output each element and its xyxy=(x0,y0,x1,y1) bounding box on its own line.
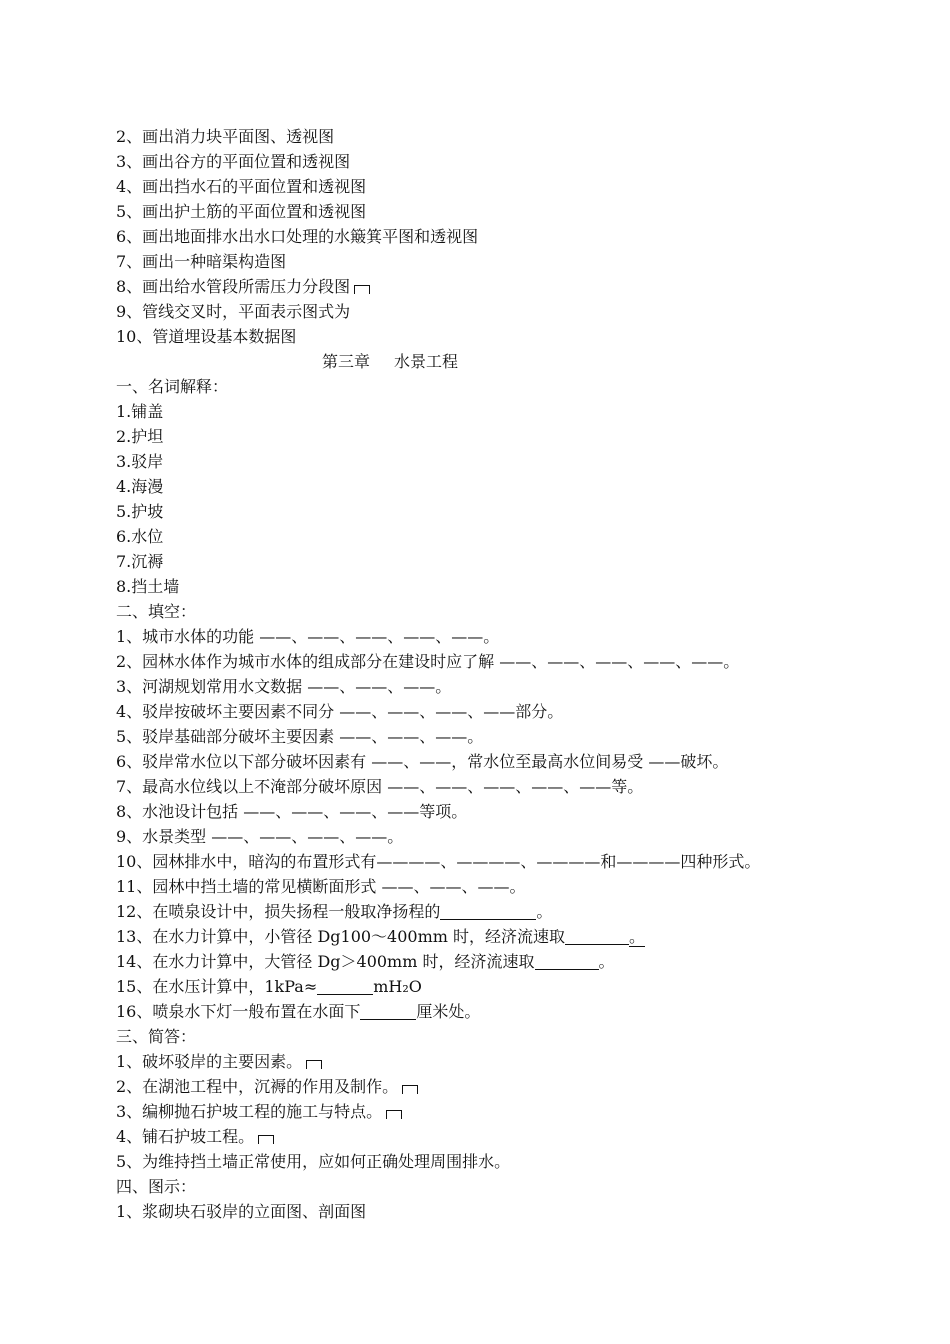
list-item: 4、画出挡水石的平面位置和透视图 xyxy=(116,177,367,196)
fill-item: 10、园林排水中，暗沟的布置形式有————、————、————和————四种形式。 xyxy=(116,852,761,871)
short-item xyxy=(116,1100,402,1124)
short-item xyxy=(116,1050,322,1074)
edit-mark-icon xyxy=(258,1135,274,1144)
fill-item: 4、驳岸按破坏主要因素不同分 ——、——、——、——部分。 xyxy=(116,702,564,721)
list-item: 7、画出一种暗渠构造图 xyxy=(116,252,287,271)
edit-mark-icon xyxy=(306,1060,322,1069)
term-item: 2.护坦 xyxy=(116,427,164,446)
fill-item xyxy=(116,950,615,974)
section-heading-drawing: 四、图示： xyxy=(116,1177,197,1196)
fill-item: 2、园林水体作为城市水体的组成部分在建设时应了解 ——、——、——、——、——。 xyxy=(116,652,740,671)
fill-item xyxy=(116,1000,480,1024)
term-item: 8.挡土墙 xyxy=(116,577,180,596)
drawing-item: 1、浆砌块石驳岸的立面图、剖面图 xyxy=(116,1202,367,1221)
list-item: 5、画出护土筋的平面位置和透视图 xyxy=(116,202,367,221)
short-item-text: 2、在湖池工程中，沉褥的作用及制作。 xyxy=(116,1077,399,1096)
answer-blank[interactable] xyxy=(535,953,599,970)
section-heading-terms: 一、名词解释： xyxy=(116,377,229,396)
fill-item-text: 15、在水压计算中，1kPa≈ xyxy=(116,977,318,996)
short-item xyxy=(116,1125,274,1149)
chapter-name: 水景工程 xyxy=(394,352,459,371)
short-item-text: 3、编柳抛石护坡工程的施工与特点。 xyxy=(116,1102,383,1121)
fill-item-text: 16、喷泉水下灯一般布置在水面下 xyxy=(116,1002,361,1021)
short-item-text: 4、铺石护坡工程。 xyxy=(116,1127,255,1146)
fill-item-text: 12、在喷泉设计中，损失扬程一般取净扬程的 xyxy=(116,902,441,921)
short-item xyxy=(116,1075,418,1099)
term-item: 1.铺盖 xyxy=(116,402,164,421)
answer-blank[interactable] xyxy=(360,1003,416,1020)
section-heading-short: 三、简答： xyxy=(116,1027,197,1046)
fill-item-suffix: mH₂O xyxy=(373,977,422,996)
fill-item-text: 14、在水力计算中，大管径 Dg＞400mm 时，经济流速取 xyxy=(116,952,535,971)
edit-mark-icon xyxy=(386,1110,402,1119)
answer-blank[interactable] xyxy=(317,978,373,995)
fill-item: 11、园林中挡土墙的常见横断面形式 ——、——、——。 xyxy=(116,877,526,896)
section-heading-fill: 二、填空： xyxy=(116,602,197,621)
answer-blank[interactable] xyxy=(565,928,629,945)
fill-item-suffix: 。 xyxy=(598,952,615,971)
fill-item-suffix: 厘米处。 xyxy=(416,1002,481,1021)
fill-item-suffix: 。 xyxy=(536,902,553,921)
fill-item: 3、河湖规划常用水文数据 ——、——、——。 xyxy=(116,677,452,696)
fill-item: 6、驳岸常水位以下部分破坏因素有 ——、——，常水位至最高水位间易受 ——破坏。 xyxy=(116,752,729,771)
list-item xyxy=(116,275,370,299)
term-item: 7.沉褥 xyxy=(116,552,164,571)
fill-item-text: 13、在水力计算中，小管径 Dg100～400mm 时，经济流速取 xyxy=(116,927,566,946)
chapter-label: 第三章 xyxy=(321,352,370,371)
answer-blank[interactable] xyxy=(440,903,536,920)
fill-item xyxy=(116,900,552,924)
list-item: 2、画出消力块平面图、透视图 xyxy=(116,127,335,146)
edit-mark-icon xyxy=(402,1085,418,1094)
short-item: 5、为维持挡土墙正常使用，应如何正确处理周围排水。 xyxy=(116,1152,511,1171)
term-item: 3.驳岸 xyxy=(116,452,164,471)
list-item: 9、管线交叉时，平面表示图式为 xyxy=(116,302,351,321)
term-item: 5.护坡 xyxy=(116,502,164,521)
list-item-text: 8、画出给水管段所需压力分段图 xyxy=(116,277,351,296)
fill-item: 1、城市水体的功能 ——、——、——、——、——。 xyxy=(116,627,500,646)
short-item-text: 1、破坏驳岸的主要因素。 xyxy=(116,1052,303,1071)
list-item: 10、管道埋设基本数据图 xyxy=(116,327,297,346)
list-item: 3、画出谷方的平面位置和透视图 xyxy=(116,152,351,171)
fill-item-suffix: 。 xyxy=(629,927,646,946)
fill-item xyxy=(116,975,422,999)
list-item: 6、画出地面排水出水口处理的水簸箕平图和透视图 xyxy=(116,227,479,246)
fill-item: 5、驳岸基础部分破坏主要因素 ——、——、——。 xyxy=(116,727,484,746)
term-item: 4.海漫 xyxy=(116,477,164,496)
term-item: 6.水位 xyxy=(116,527,164,546)
fill-item: 8、水池设计包括 ——、——、——、——等项。 xyxy=(116,802,468,821)
chapter-title xyxy=(0,350,780,374)
fill-item xyxy=(116,925,645,949)
fill-item: 9、水景类型 ——、——、——、——。 xyxy=(116,827,404,846)
edit-mark-icon xyxy=(354,285,370,294)
fill-item: 7、最高水位线以上不淹部分破坏原因 ——、——、——、——、——等。 xyxy=(116,777,644,796)
